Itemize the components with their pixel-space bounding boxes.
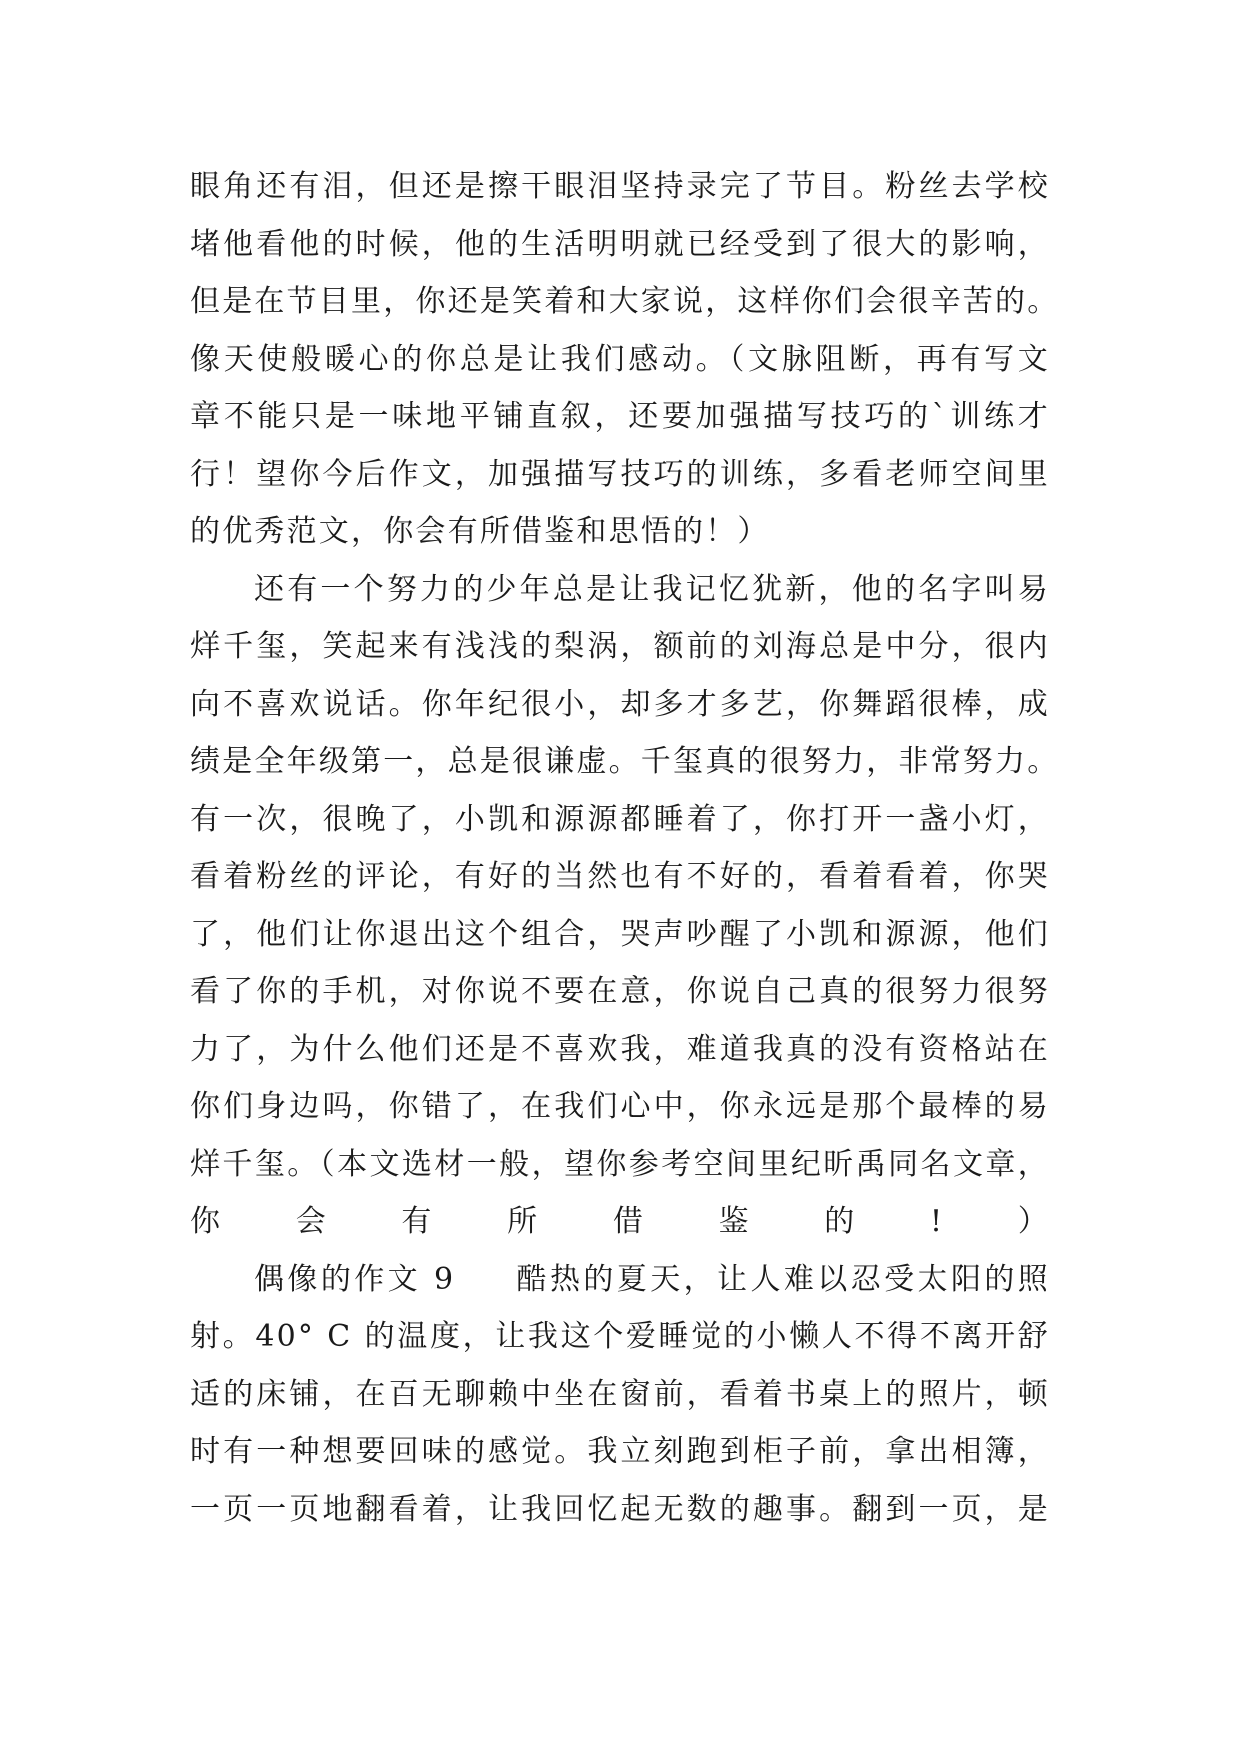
text-line: 堵他看他的时候，他的生活明明就已经受到了很大的影响， bbox=[190, 226, 1050, 262]
text-line: 眼角还有泪，但还是擦干眼泪坚持录完了节目。粉丝去学校 bbox=[190, 169, 1050, 204]
text-line: 像天使般暖心的你总是让我们感动。（文脉阻断，再有写文 bbox=[190, 341, 1050, 377]
text-line: 但是在节目里，你还是笑着和大家说，这样你们会很辛苦的。 bbox=[190, 284, 1060, 319]
text-line: 还有一个努力的少年总是让我记忆犹新，他的名字叫易 bbox=[254, 571, 1050, 607]
text-line: 章不能只是一味地平铺直叙，还要加强描写技巧的`训练才 bbox=[190, 399, 1050, 434]
paragraph-3 bbox=[190, 1251, 1050, 1539]
paragraph-1 bbox=[190, 158, 1060, 561]
text-line: 有一次，很晚了，小凯和源源都睡着了，你打开一盏小灯， bbox=[190, 801, 1050, 837]
text-line: 看了你的手机，对你说不要在意，你说自己真的很努力很努 bbox=[190, 974, 1050, 1009]
text-line bbox=[190, 1251, 1050, 1309]
text-line: 向不喜欢说话。你年纪很小，却多才多艺，你舞蹈很棒，成 bbox=[190, 686, 1050, 722]
text-line: 烊千玺。（本文选材一般，望你参考空间里纪昕禹同名文章， bbox=[190, 1146, 1050, 1182]
text-line: 时有一种想要回味的感觉。我立刻跑到柜子前，拿出相簿， bbox=[190, 1434, 1050, 1469]
text-run: 酷热的夏天，让人难以忍受太阳的照 bbox=[515, 1261, 1050, 1297]
text-line: 一页一页地翻看着，让我回忆起无数的趣事。翻到一页，是 bbox=[190, 1491, 1050, 1527]
text-line: 力了，为什么他们还是不喜欢我，难道我真的没有资格站在 bbox=[190, 1031, 1050, 1067]
text-line: 绩是全年级第一，总是很谦虚。千玺真的很努力，非常努力。 bbox=[190, 744, 1060, 779]
text-line: 看着粉丝的评论，有好的当然也有不好的，看着看着，你哭 bbox=[190, 859, 1050, 894]
section-heading: 偶像的作文 9 bbox=[254, 1261, 456, 1297]
text-line: 的优秀范文，你会有所借鉴和思悟的！） bbox=[190, 514, 770, 549]
text-line: 射。40° C 的温度，让我这个爱睡觉的小懒人不得不离开舒 bbox=[190, 1319, 1050, 1354]
paragraph-2 bbox=[190, 561, 1060, 1251]
essay-body bbox=[190, 158, 1060, 1538]
text-line: 了，他们让你退出这个组合，哭声吵醒了小凯和源源，他们 bbox=[190, 916, 1050, 952]
text-line: 适的床铺，在百无聊赖中坐在窗前，看着书桌上的照片，顿 bbox=[190, 1376, 1050, 1412]
text-line: 行！望你今后作文，加强描写技巧的训练，多看老师空间里 bbox=[190, 456, 1050, 492]
text-line: 你们身边吗，你错了，在我们心中，你永远是那个最棒的易 bbox=[190, 1089, 1050, 1124]
text-line: 你会有所借鉴的!） bbox=[190, 1204, 1050, 1239]
text-line: 烊千玺，笑起来有浅浅的梨涡，额前的刘海总是中分，很内 bbox=[190, 629, 1050, 664]
